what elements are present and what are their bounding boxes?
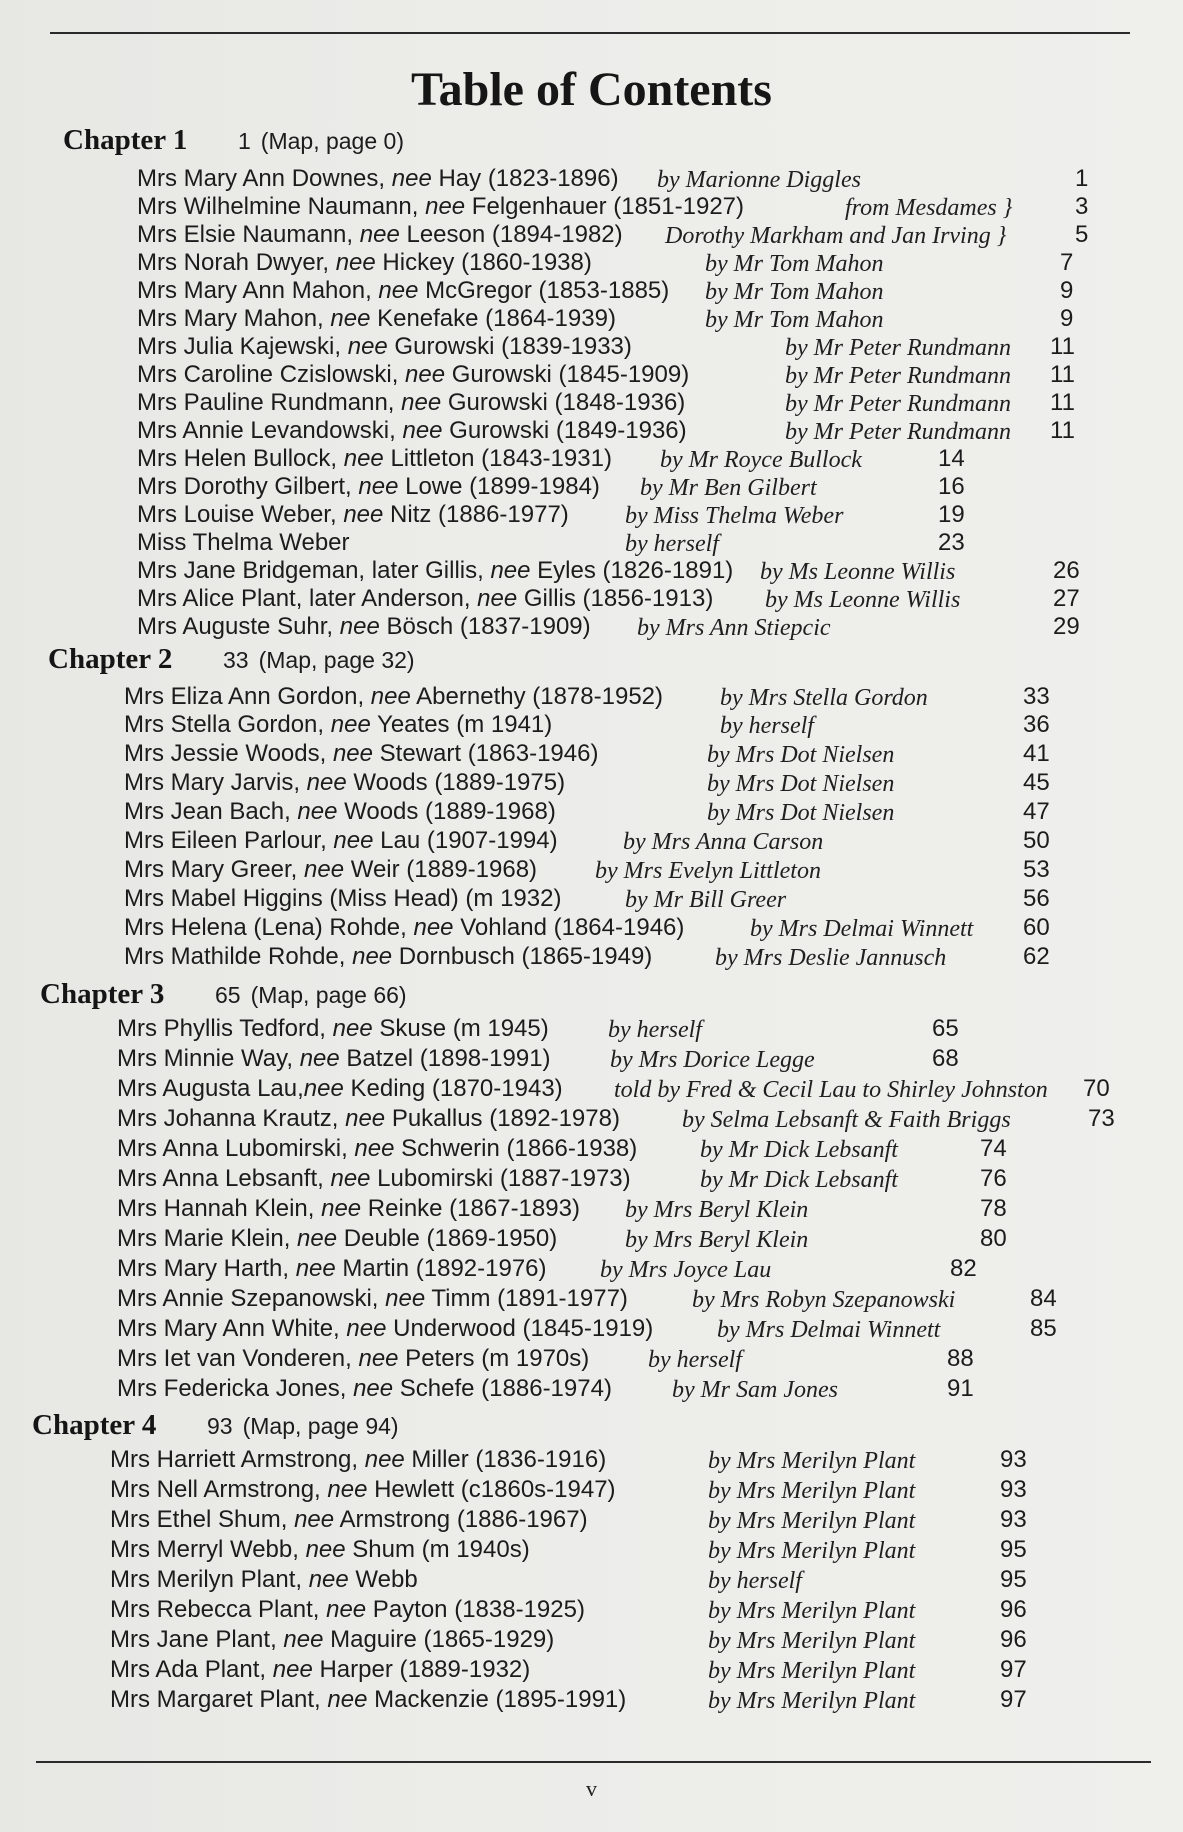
toc-entry xyxy=(124,827,1163,857)
entry-author: by Mr Sam Jones xyxy=(672,1377,838,1403)
nee-word: nee xyxy=(330,711,371,738)
entry-author: by Mrs Dorice Legge xyxy=(610,1047,815,1073)
chapter-page-number: 93 xyxy=(207,1413,233,1439)
entry-author: by Mr Ben Gilbert xyxy=(640,475,817,501)
entry-author: by Mr Peter Rundmann xyxy=(785,391,1011,417)
entry-author: by Mr Dick Lebsanft xyxy=(700,1167,898,1193)
nee-word: nee xyxy=(401,389,442,416)
entry-author: by Mrs Joyce Lau xyxy=(600,1257,772,1283)
nee-word: nee xyxy=(283,1626,324,1653)
toc-entry xyxy=(124,683,1163,713)
entry-name: Mrs Harriett Armstrong, nee Miller (1836-1916) xyxy=(110,1446,607,1473)
entry-name: Mrs Norah Dwyer, nee Hickey (1860-1938) xyxy=(137,249,592,276)
toc-entry xyxy=(137,193,1163,223)
toc-entry xyxy=(110,1566,1163,1596)
toc-entry xyxy=(110,1506,1163,1536)
nee-word: nee xyxy=(343,445,384,472)
entry-author: by Ms Leonne Willis xyxy=(760,559,956,585)
toc-entry xyxy=(110,1446,1163,1476)
entry-author: by Mrs Dot Nielsen xyxy=(707,800,895,826)
entry-author: by Mr Tom Mahon xyxy=(705,251,884,277)
nee-word: nee xyxy=(385,1285,426,1312)
toc-entry xyxy=(137,445,1163,475)
toc-entry xyxy=(137,277,1163,307)
toc-entry xyxy=(117,1315,1163,1345)
toc-entry xyxy=(137,473,1163,503)
entry-name: Mrs Merilyn Plant, nee Webb xyxy=(110,1566,418,1593)
entry-page-number: 26 xyxy=(1053,557,1080,584)
entry-page-number: 9 xyxy=(1060,277,1074,304)
nee-word: nee xyxy=(294,1506,335,1533)
entry-name: Mrs Dorothy Gilbert, nee Lowe (1899-1984) xyxy=(137,473,600,500)
entry-name: Mrs Rebecca Plant, nee Payton (1838-1925) xyxy=(110,1596,585,1623)
entry-author: by Mr Tom Mahon xyxy=(705,307,884,333)
entry-page-number: 76 xyxy=(980,1165,1007,1192)
entry-author: by Miss Thelma Weber xyxy=(625,503,844,529)
nee-word: nee xyxy=(304,856,345,883)
entry-name: Mrs Mabel Higgins (Miss Head) (m 1932) xyxy=(124,885,562,912)
entry-page-number: 3 xyxy=(1075,193,1089,220)
entry-page-number: 56 xyxy=(1023,885,1050,912)
entry-name: Mrs Jane Plant, nee Maguire (1865-1929) xyxy=(110,1626,555,1653)
entry-page-number: 93 xyxy=(1000,1506,1027,1533)
chapter-map-reference: (Map, page 32) xyxy=(258,647,415,673)
entry-name: Mrs Louise Weber, nee Nitz (1886-1977) xyxy=(137,501,569,528)
entry-author: by Mrs Merilyn Plant xyxy=(708,1598,916,1624)
entry-author: by Mrs Robyn Szepanowski xyxy=(692,1287,956,1313)
toc-entry xyxy=(117,1375,1163,1405)
toc-entry xyxy=(117,1075,1163,1105)
nee-word: nee xyxy=(305,1536,346,1563)
toc-entry xyxy=(137,361,1163,391)
nee-word: nee xyxy=(332,1015,373,1042)
entry-author: by Mrs Merilyn Plant xyxy=(708,1538,916,1564)
entry-author: by Mr Tom Mahon xyxy=(705,279,884,305)
chapter-heading xyxy=(48,643,415,677)
entry-page-number: 1 xyxy=(1075,165,1089,192)
entry-name: Mrs Mathilde Rohde, nee Dornbusch (1865-1949) xyxy=(124,943,653,970)
entry-page-number: 45 xyxy=(1023,769,1050,796)
nee-word: nee xyxy=(477,585,518,612)
entry-name: Mrs Iet van Vonderen, nee Peters (m 1970s) xyxy=(117,1345,590,1372)
toc-entry xyxy=(124,798,1163,828)
entry-page-number: 96 xyxy=(1000,1596,1027,1623)
toc-entry xyxy=(124,740,1163,770)
entry-page-number: 96 xyxy=(1000,1626,1027,1653)
entry-page-number: 19 xyxy=(938,501,965,528)
entry-author: by Mrs Merilyn Plant xyxy=(708,1478,916,1504)
entry-name: Mrs Stella Gordon, nee Yeates (m 1941) xyxy=(124,711,553,738)
page-title: Table of Contents xyxy=(411,63,772,116)
entry-author: by herself xyxy=(608,1017,702,1043)
toc-entry xyxy=(137,417,1163,447)
entry-name: Mrs Annie Levandowski, nee Gurowski (1849-1936) xyxy=(137,417,687,444)
entry-author: by Mrs Stella Gordon xyxy=(720,685,928,711)
entry-page-number: 16 xyxy=(938,473,965,500)
entry-page-number: 97 xyxy=(1000,1656,1027,1683)
toc-entry xyxy=(137,165,1163,195)
entry-name: Mrs Mary Ann White, nee Underwood (1845-1919) xyxy=(117,1315,654,1342)
toc-entry xyxy=(117,1105,1163,1135)
chapter-map-reference: (Map, page 66) xyxy=(250,982,407,1008)
entry-name: Mrs Annie Szepanowski, nee Timm (1891-1977) xyxy=(117,1285,628,1312)
entry-page-number: 68 xyxy=(932,1045,959,1072)
entry-author: Dorothy Markham and Jan Irving } xyxy=(665,223,1007,249)
entry-author: by Mrs Anna Carson xyxy=(623,829,824,855)
nee-word: nee xyxy=(370,683,411,710)
nee-word: nee xyxy=(306,769,347,796)
chapter-label: Chapter 2 xyxy=(48,643,173,675)
entry-name: Mrs Jean Bach, nee Woods (1889-1968) xyxy=(124,798,556,825)
entry-name: Mrs Anna Lebsanft, nee Lubomirski (1887-1973) xyxy=(117,1165,631,1192)
entry-page-number: 47 xyxy=(1023,798,1050,825)
nee-word: nee xyxy=(297,1225,338,1252)
chapter-label: Chapter 1 xyxy=(63,124,188,156)
entry-page-number: 11 xyxy=(1050,361,1075,388)
entry-page-number: 73 xyxy=(1088,1105,1115,1132)
entry-page-number: 95 xyxy=(1000,1566,1027,1593)
nee-word: nee xyxy=(326,1596,367,1623)
nee-word: nee xyxy=(358,1345,399,1372)
entry-author: by Mrs Beryl Klein xyxy=(625,1197,809,1223)
nee-word: nee xyxy=(308,1566,349,1593)
entry-page-number: 74 xyxy=(980,1135,1007,1162)
entry-name: Mrs Mary Harth, nee Martin (1892-1976) xyxy=(117,1255,547,1282)
chapter-heading xyxy=(40,978,407,1012)
nee-word: nee xyxy=(425,193,466,220)
nee-word: nee xyxy=(327,1476,368,1503)
toc-entry xyxy=(117,1225,1163,1255)
toc-entry xyxy=(137,585,1163,615)
entry-page-number: 50 xyxy=(1023,827,1050,854)
entry-name: Miss Thelma Weber xyxy=(137,529,350,556)
chapter-heading xyxy=(63,124,404,158)
nee-word: nee xyxy=(343,501,384,528)
toc-entry xyxy=(110,1686,1163,1716)
nee-word: nee xyxy=(335,249,376,276)
chapter-heading xyxy=(32,1409,399,1443)
entry-page-number: 11 xyxy=(1050,333,1075,360)
entry-author: by Mrs Beryl Klein xyxy=(625,1227,809,1253)
entry-page-number: 27 xyxy=(1053,585,1080,612)
entry-author: by Mr Peter Rundmann xyxy=(785,363,1011,389)
nee-word: nee xyxy=(346,1315,387,1342)
entry-author: by Ms Leonne Willis xyxy=(765,587,961,613)
entry-author: by Mrs Merilyn Plant xyxy=(708,1658,916,1684)
entry-name: Mrs Augusta Lau,nee Keding (1870-1943) xyxy=(117,1075,563,1102)
entry-author: by Mr Royce Bullock xyxy=(660,447,862,473)
toc-entry xyxy=(137,389,1163,419)
nee-word: nee xyxy=(353,1375,394,1402)
toc-entry xyxy=(110,1476,1163,1506)
entry-author: by herself xyxy=(625,531,719,557)
entry-author: by Mrs Dot Nielsen xyxy=(707,742,895,768)
nee-word: nee xyxy=(490,557,531,584)
entry-name: Mrs Mary Ann Mahon, nee McGregor (1853-1885) xyxy=(137,277,670,304)
entry-author: by Mrs Delmai Winnett xyxy=(750,916,974,942)
entry-name: Mrs Pauline Rundmann, nee Gurowski (1848-1936) xyxy=(137,389,686,416)
toc-entry xyxy=(124,769,1163,799)
toc-entry xyxy=(137,613,1163,643)
entry-name: Mrs Eileen Parlour, nee Lau (1907-1994) xyxy=(124,827,558,854)
toc-entry xyxy=(124,914,1163,944)
entry-author: by Marionne Diggles xyxy=(657,167,861,193)
toc-entry xyxy=(137,305,1163,335)
entry-page-number: 41 xyxy=(1023,740,1050,767)
entry-page-number: 62 xyxy=(1023,943,1050,970)
toc-entry xyxy=(117,1345,1163,1375)
nee-word: nee xyxy=(402,417,443,444)
nee-word: nee xyxy=(297,798,338,825)
nee-word: nee xyxy=(345,1105,386,1132)
toc-entry xyxy=(124,885,1163,915)
toc-entry xyxy=(137,221,1163,251)
entry-author: by Mrs Merilyn Plant xyxy=(708,1628,916,1654)
nee-word: nee xyxy=(413,914,454,941)
nee-word: nee xyxy=(303,1075,344,1102)
entry-name: Mrs Jessie Woods, nee Stewart (1863-1946) xyxy=(124,740,599,767)
entry-page-number: 36 xyxy=(1023,711,1050,738)
entry-page-number: 14 xyxy=(938,445,965,472)
chapter-page-number: 65 xyxy=(215,982,241,1008)
entry-author: by herself xyxy=(648,1347,742,1373)
toc-entry xyxy=(137,529,1163,559)
entry-author: by Mr Bill Greer xyxy=(625,887,787,913)
bottom-rule xyxy=(36,1761,1151,1763)
entry-page-number: 78 xyxy=(980,1195,1007,1222)
entry-author: by herself xyxy=(720,713,814,739)
chapter-label: Chapter 4 xyxy=(32,1409,157,1441)
toc-entry xyxy=(117,1015,1163,1045)
entry-page-number: 97 xyxy=(1000,1686,1027,1713)
chapter-map-reference: (Map, page 0) xyxy=(260,128,404,154)
chapter-label: Chapter 3 xyxy=(40,978,165,1010)
entry-page-number: 91 xyxy=(947,1375,974,1402)
toc-entry xyxy=(137,249,1163,279)
nee-word: nee xyxy=(391,165,432,192)
page-number-footer: v xyxy=(586,1776,597,1801)
toc-entry xyxy=(137,557,1163,587)
entry-name: Mrs Minnie Way, nee Batzel (1898-1991) xyxy=(117,1045,551,1072)
entry-author: by Mrs Merilyn Plant xyxy=(708,1508,916,1534)
entry-author: by herself xyxy=(708,1568,802,1594)
entry-name: Mrs Ada Plant, nee Harper (1889-1932) xyxy=(110,1656,531,1683)
entry-author: by Mr Peter Rundmann xyxy=(785,335,1011,361)
toc-entry xyxy=(124,711,1163,741)
entry-name: Mrs Mary Greer, nee Weir (1889-1968) xyxy=(124,856,538,883)
toc-entry xyxy=(117,1195,1163,1225)
entry-author: by Mr Peter Rundmann xyxy=(785,419,1011,445)
entry-name: Mrs Eliza Ann Gordon, nee Abernethy (1878-1952) xyxy=(124,683,664,710)
toc-entry xyxy=(110,1536,1163,1566)
chapter-page-number: 33 xyxy=(223,647,249,673)
toc-entry xyxy=(124,943,1163,973)
entry-name: Mrs Phyllis Tedford, nee Skuse (m 1945) xyxy=(117,1015,549,1042)
entry-name: Mrs Caroline Czislowski, nee Gurowski (1845-1909) xyxy=(137,361,690,388)
nee-word: nee xyxy=(339,613,380,640)
entry-page-number: 23 xyxy=(938,529,965,556)
entry-page-number: 53 xyxy=(1023,856,1050,883)
entry-page-number: 5 xyxy=(1075,221,1089,248)
entry-page-number: 65 xyxy=(932,1015,959,1042)
entry-name: Mrs Merryl Webb, nee Shum (m 1940s) xyxy=(110,1536,530,1563)
entry-name: Mrs Elsie Naumann, nee Leeson (1894-1982) xyxy=(137,221,623,248)
toc-entry xyxy=(124,856,1163,886)
nee-word: nee xyxy=(364,1446,405,1473)
nee-word: nee xyxy=(354,1135,395,1162)
entry-name: Mrs Helen Bullock, nee Littleton (1843-1931) xyxy=(137,445,612,472)
chapter-page-number: 1 xyxy=(238,128,251,154)
toc-entry xyxy=(117,1135,1163,1165)
entry-name: Mrs Ethel Shum, nee Armstrong (1886-1967) xyxy=(110,1506,588,1533)
entry-author: by Mrs Dot Nielsen xyxy=(707,771,895,797)
toc-entry xyxy=(117,1045,1163,1075)
entry-page-number: 88 xyxy=(947,1345,974,1372)
entry-page-number: 29 xyxy=(1053,613,1080,640)
nee-word: nee xyxy=(330,305,371,332)
entry-page-number: 60 xyxy=(1023,914,1050,941)
entry-page-number: 33 xyxy=(1023,683,1050,710)
entry-page-number: 93 xyxy=(1000,1476,1027,1503)
entry-page-number: 84 xyxy=(1030,1285,1057,1312)
entry-page-number: 9 xyxy=(1060,305,1074,332)
entry-name: Mrs Jane Bridgeman, later Gillis, nee Eyles (1826-1891) xyxy=(137,557,734,584)
nee-word: nee xyxy=(295,1255,336,1282)
entry-page-number: 95 xyxy=(1000,1536,1027,1563)
entry-name: Mrs Hannah Klein, nee Reinke (1867-1893) xyxy=(117,1195,580,1222)
entry-author: by Mrs Merilyn Plant xyxy=(708,1688,916,1714)
toc-entry xyxy=(117,1255,1163,1285)
entry-author: told by Fred & Cecil Lau to Shirley Johnston xyxy=(614,1077,1048,1103)
entry-name: Mrs Marie Klein, nee Deuble (1869-1950) xyxy=(117,1225,558,1252)
entry-page-number: 80 xyxy=(980,1225,1007,1252)
entry-name: Mrs Auguste Suhr, nee Bösch (1837-1909) xyxy=(137,613,591,640)
nee-word: nee xyxy=(359,221,400,248)
entry-page-number: 7 xyxy=(1060,249,1074,276)
toc-entry xyxy=(117,1165,1163,1195)
entry-author: by Mrs Merilyn Plant xyxy=(708,1448,916,1474)
entry-name: Mrs Margaret Plant, nee Mackenzie (1895-1991) xyxy=(110,1686,627,1713)
nee-word: nee xyxy=(378,277,419,304)
entry-author: by Mrs Delmai Winnett xyxy=(717,1317,941,1343)
entry-name: Mrs Nell Armstrong, nee Hewlett (c1860s-1947) xyxy=(110,1476,616,1503)
entry-name: Mrs Federicka Jones, nee Schefe (1886-1974) xyxy=(117,1375,612,1402)
toc-entry xyxy=(110,1626,1163,1656)
nee-word: nee xyxy=(327,1686,368,1713)
nee-word: nee xyxy=(272,1656,313,1683)
entry-author: from Mesdames } xyxy=(845,195,1013,221)
nee-word: nee xyxy=(358,473,399,500)
toc-entry xyxy=(137,501,1163,531)
entry-page-number: 85 xyxy=(1030,1315,1057,1342)
entry-name: Mrs Mary Ann Downes, nee Hay (1823-1896) xyxy=(137,165,619,192)
entry-name: Mrs Mary Jarvis, nee Woods (1889-1975) xyxy=(124,769,566,796)
entry-author: by Mrs Evelyn Littleton xyxy=(595,858,821,884)
entry-name: Mrs Alice Plant, later Anderson, nee Gillis (1856-1913) xyxy=(137,585,714,612)
toc-entry xyxy=(110,1656,1163,1686)
entry-page-number: 11 xyxy=(1050,389,1075,416)
entry-name: Mrs Helena (Lena) Rohde, nee Vohland (1864-1946) xyxy=(124,914,685,941)
nee-word: nee xyxy=(321,1195,362,1222)
nee-word: nee xyxy=(352,943,393,970)
entry-name: Mrs Johanna Krautz, nee Pukallus (1892-1978) xyxy=(117,1105,620,1132)
entry-name: Mrs Julia Kajewski, nee Gurowski (1839-1933) xyxy=(137,333,632,360)
nee-word: nee xyxy=(333,827,374,854)
chapter-map-reference: (Map, page 94) xyxy=(242,1413,399,1439)
nee-word: nee xyxy=(347,333,388,360)
entry-author: by Selma Lebsanft & Faith Briggs xyxy=(682,1107,1011,1133)
entry-author: by Mrs Ann Stiepcic xyxy=(637,615,831,641)
toc-entry xyxy=(110,1596,1163,1626)
entry-page-number: 82 xyxy=(950,1255,977,1282)
entry-page-number: 11 xyxy=(1050,417,1075,444)
nee-word: nee xyxy=(332,740,373,767)
toc-entry xyxy=(117,1285,1163,1315)
entry-name: Mrs Mary Mahon, nee Kenefake (1864-1939) xyxy=(137,305,616,332)
nee-word: nee xyxy=(299,1045,340,1072)
toc-entry xyxy=(137,333,1163,363)
top-rule xyxy=(50,32,1130,34)
entry-name: Mrs Wilhelmine Naumann, nee Felgenhauer (1851-1927) xyxy=(137,193,744,220)
entry-page-number: 93 xyxy=(1000,1446,1027,1473)
nee-word: nee xyxy=(330,1165,371,1192)
entry-author: by Mr Dick Lebsanft xyxy=(700,1137,898,1163)
nee-word: nee xyxy=(405,361,446,388)
entry-author: by Mrs Deslie Jannusch xyxy=(715,945,947,971)
entry-page-number: 70 xyxy=(1083,1075,1110,1102)
entry-name: Mrs Anna Lubomirski, nee Schwerin (1866-1938) xyxy=(117,1135,638,1162)
